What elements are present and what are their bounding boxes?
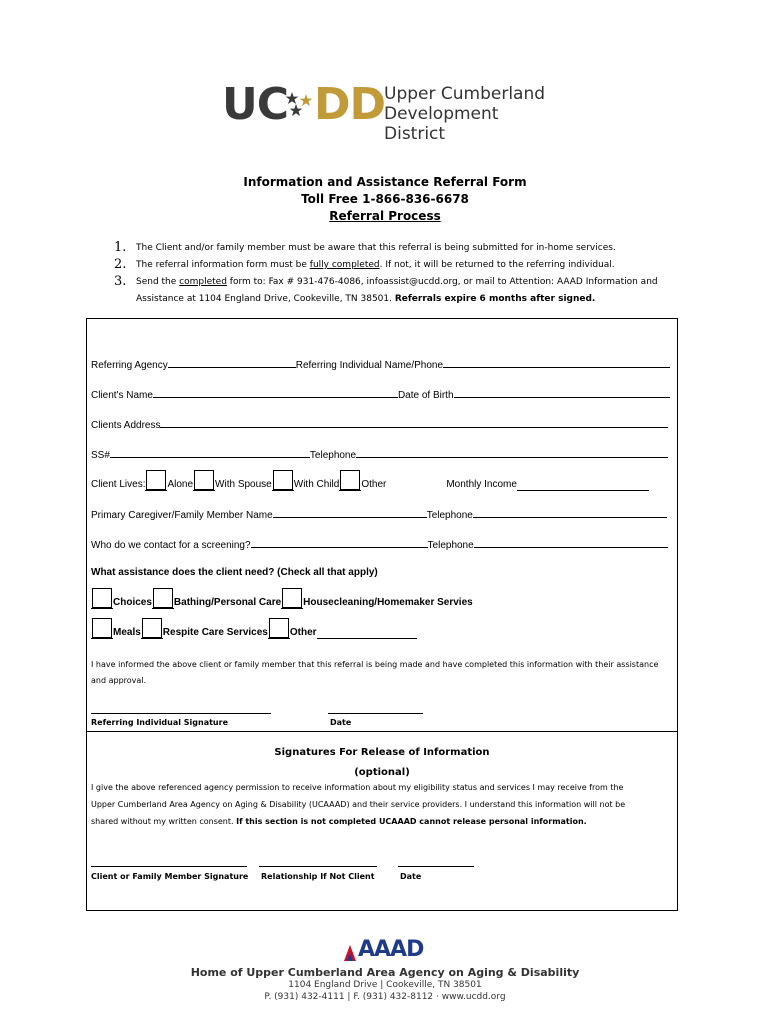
step-3 (114, 274, 674, 308)
housecleaning-checkbox[interactable] (282, 588, 302, 608)
row-services-1 (91, 584, 675, 608)
release-text (91, 779, 675, 830)
ss-label: SS# (91, 450, 110, 461)
meals-checkbox-group (91, 614, 113, 639)
contact-field[interactable] (251, 538, 428, 548)
with-child-checkbox-group (272, 466, 294, 491)
relationship-label: Relationship If Not Client (261, 872, 375, 881)
step-text: Send the (136, 277, 180, 287)
client-lives-label: Client Lives: (91, 479, 146, 490)
row-caregiver (91, 508, 675, 522)
bathing-checkbox-group (152, 584, 174, 609)
with-child-checkbox[interactable] (273, 470, 293, 490)
choices-checkbox-group (91, 584, 113, 609)
dob-field[interactable] (454, 388, 670, 398)
other-checkbox-group (339, 466, 361, 491)
alone-label: Alone (167, 479, 194, 490)
client-name-label: Client's Name (91, 390, 153, 401)
footer-address: 1104 England Drive | Cookeville, TN 38501 (288, 980, 482, 990)
release-line: I give the above referenced agency permission to receive information about my eligibility status and services I may receive from the (91, 783, 624, 792)
respite-checkbox-group (141, 614, 163, 639)
step-2 (114, 257, 674, 274)
form-title: Information and Assistance Referral Form (243, 175, 527, 189)
meals-checkbox[interactable] (92, 618, 112, 638)
relationship-field[interactable] (259, 866, 377, 867)
contact-telephone-label: Telephone (427, 540, 474, 551)
caregiver-label: Primary Caregiver/Family Member Name (91, 510, 273, 521)
monthly-income-field[interactable] (517, 481, 649, 491)
release-line: Upper Cumberland Area Agency on Aging & Disability (UCAAAD) and their service providers. I understand this information will not be (91, 800, 626, 809)
caregiver-telephone-label: Telephone (426, 510, 473, 521)
referring-individual-field[interactable] (443, 358, 670, 368)
referral-process-heading: Referral Process (329, 209, 441, 223)
referring-signature-field[interactable] (91, 713, 271, 714)
step-emphasis: Referrals expire 6 months after signed. (394, 294, 596, 304)
release-date-label: Date (400, 872, 422, 881)
monthly-income-label: Monthly Income (446, 479, 517, 490)
logo-dd-text: DD (314, 79, 386, 130)
telephone-label: Telephone (309, 450, 357, 461)
choices-checkbox[interactable] (92, 588, 112, 608)
consent-line: I have informed the above client or family member that this referral is being made and have completed this information with their assistance (91, 660, 659, 669)
client-address-field[interactable] (160, 418, 668, 428)
row-client-address (91, 418, 675, 432)
step-number: 2. (114, 257, 127, 272)
referring-signature-label: Referring Individual Signature (91, 718, 228, 727)
logo-uc-text: UC (222, 79, 289, 130)
other-service-label: Other (289, 627, 317, 638)
row-referring-agency (91, 358, 675, 372)
choices-label: Choices (113, 597, 152, 608)
step-text: The Client and/or family member must be aware that this referral is being submitted for in-home services. (136, 243, 616, 253)
other-label: Other (361, 479, 387, 490)
aaad-logo (344, 939, 434, 963)
release-line: shared without my written consent. (91, 817, 237, 826)
step-text: Assistance at 1104 England Drive, Cookeville, TN 38501. (136, 294, 395, 304)
ucdd-logo (222, 79, 562, 144)
step-number: 1. (114, 240, 127, 255)
process-steps (114, 240, 674, 308)
row-services-2 (91, 614, 675, 638)
step-1 (114, 240, 674, 257)
referring-date-field[interactable] (328, 713, 423, 714)
with-spouse-checkbox-group (193, 466, 215, 491)
step-text: The referral information form must be (136, 260, 310, 270)
row-contact (91, 538, 675, 552)
step-text: . If not, it will be returned to the referring individual. (379, 260, 615, 270)
step-emphasis: fully completed (309, 260, 380, 270)
with-child-label: With Child (293, 479, 340, 490)
footer-home-line: Home of Upper Cumberland Area Agency on Aging & Disability (190, 966, 580, 979)
referring-agency-field[interactable] (168, 358, 296, 368)
step-emphasis: completed (179, 277, 227, 287)
caregiver-telephone-field[interactable] (473, 508, 667, 518)
toll-free: Toll Free 1-866-836-6678 (301, 192, 469, 206)
other-checkbox[interactable] (340, 470, 360, 490)
referring-agency-label: Referring Agency (91, 360, 168, 371)
referring-date-label: Date (330, 718, 352, 727)
release-date-field[interactable] (398, 866, 474, 867)
ss-field[interactable] (110, 448, 310, 458)
step-text: form to: Fax # 931-476-4086, infoassist@ucdd.org, or mail to Attention: AAAD Information and (226, 277, 658, 287)
housecleaning-checkbox-group (281, 584, 303, 609)
other-service-field[interactable] (317, 629, 417, 639)
with-spouse-checkbox[interactable] (194, 470, 214, 490)
release-optional: (optional) (354, 767, 410, 778)
step-number: 3. (114, 274, 127, 289)
contact-label: Who do we contact for a screening? (91, 540, 251, 551)
release-title: Signatures For Release of Information (274, 747, 490, 758)
dob-label: Date of Birth (397, 390, 454, 401)
meals-label: Meals (113, 627, 141, 638)
consent-text (91, 657, 675, 689)
row-ss (91, 448, 675, 462)
org-name-line2: Development District (384, 104, 499, 144)
client-signature-label: Client or Family Member Signature (91, 872, 249, 881)
housecleaning-label: Housecleaning/Homemaker Servies (303, 597, 473, 608)
consent-line: and approval. (91, 676, 147, 685)
assistance-heading: What assistance does the client need? (Check all that apply) (91, 567, 378, 578)
row-client-name (91, 388, 675, 402)
client-name-field[interactable] (153, 388, 398, 398)
bathing-checkbox[interactable] (153, 588, 173, 608)
aaad-logo-text: AAAD (358, 937, 424, 962)
respite-label: Respite Care Services (162, 627, 268, 638)
caregiver-field[interactable] (273, 508, 427, 518)
release-warning: If this section is not completed UCAAAD cannot release personal information. (236, 817, 587, 826)
alone-checkbox-group (145, 466, 167, 491)
footer-phone: P. (931) 432-4111 | F. (931) 432-8112 · www.ucdd.org (264, 992, 506, 1002)
alone-checkbox[interactable] (146, 470, 166, 490)
other-service-checkbox[interactable] (269, 618, 289, 638)
org-name-line1: Upper Cumberland (384, 84, 546, 104)
client-address-label: Clients Address (91, 420, 161, 431)
client-signature-field[interactable] (91, 866, 247, 867)
referring-individual-label: Referring Individual Name/Phone (295, 360, 444, 371)
contact-telephone-field[interactable] (474, 538, 668, 548)
other-service-checkbox-group (268, 614, 290, 639)
telephone-field[interactable] (356, 448, 668, 458)
section-divider (86, 731, 678, 732)
row-client-lives (91, 466, 675, 490)
three-stars-icon (284, 88, 316, 120)
bathing-label: Bathing/Personal Care (173, 597, 282, 608)
with-spouse-label: With Spouse (215, 479, 272, 490)
respite-checkbox[interactable] (142, 618, 162, 638)
